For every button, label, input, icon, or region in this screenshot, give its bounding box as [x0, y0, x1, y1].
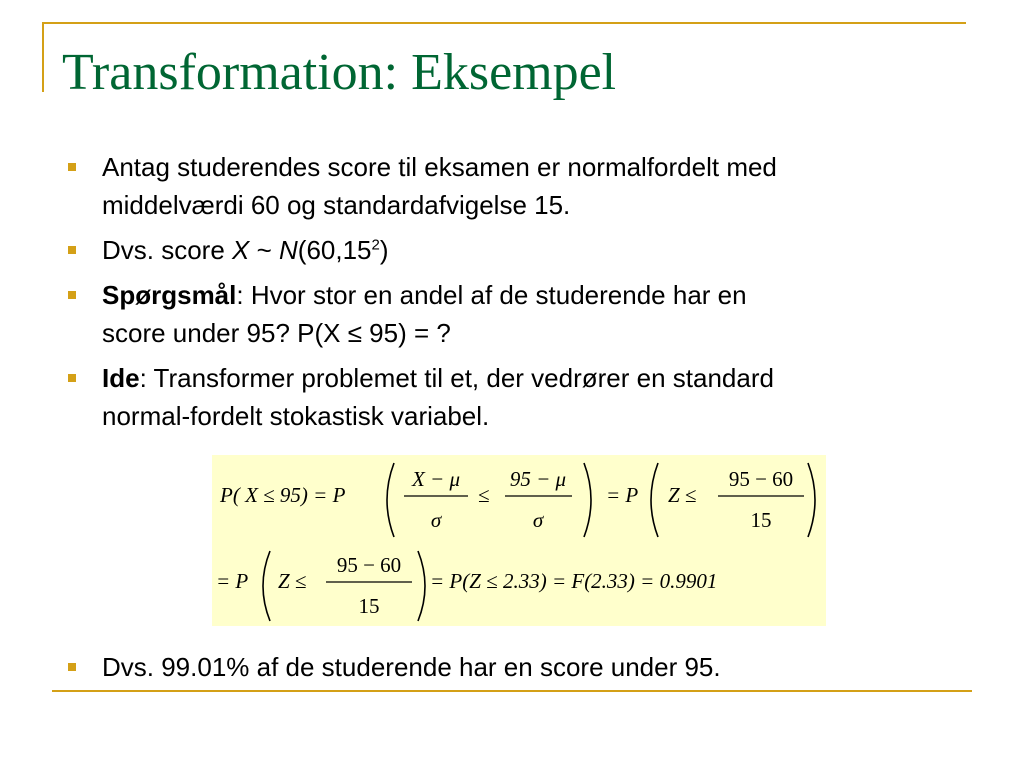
formula-z: Z ≤ — [668, 483, 697, 507]
bullet-item — [68, 231, 968, 269]
formula-equals-p: = P — [606, 483, 639, 507]
bullet-item — [68, 359, 968, 435]
close-paren: ) — [379, 235, 389, 265]
fraction-denominator: σ — [532, 508, 544, 532]
bullet-text: middelværdi 60 og standardafvigelse 15. — [102, 190, 571, 220]
bullet-text: Dvs. 99.01% af de studerende har en score under 95. — [102, 652, 721, 682]
exponent: 2 — [371, 236, 380, 254]
leq-symbol: ≤ — [478, 483, 490, 507]
formula-lead: = P — [216, 569, 249, 593]
fraction-numerator: 95 − 60 — [728, 467, 794, 491]
formula-graphic — [212, 455, 826, 626]
variable-n: N — [279, 235, 298, 265]
fraction-numerator: 95 − μ — [509, 467, 567, 491]
square-bullet-icon — [68, 163, 76, 171]
bullet-item — [68, 276, 968, 352]
fraction-numerator: 95 − 60 — [336, 553, 402, 577]
square-bullet-icon — [68, 374, 76, 382]
params: (60,15 — [297, 235, 372, 265]
left-accent-rule — [42, 22, 44, 92]
bullet-text: normal-fordelt stokastisk variabel. — [102, 401, 490, 431]
fraction-denominator: σ — [430, 508, 442, 532]
bullet-text: Dvs. score — [102, 235, 233, 265]
fraction-denominator: 15 — [750, 508, 772, 532]
square-bullet-icon — [68, 663, 76, 671]
bullet-label: Ide — [102, 363, 140, 393]
formula-lhs: P( X ≤ 95) = P — [220, 483, 346, 507]
square-bullet-icon — [68, 291, 76, 299]
top-accent-rule — [42, 22, 966, 24]
bullet-label: Spørgsmål — [102, 280, 237, 310]
bullet-text: : Hvor stor en andel af de studerende har en — [236, 280, 747, 310]
final-bullet-list — [68, 648, 968, 686]
formula-z: Z ≤ — [278, 569, 307, 593]
bullet-item — [68, 148, 968, 224]
tilde: ~ — [249, 235, 280, 265]
slide-title: Transformation: Eksempel — [62, 44, 617, 101]
bullet-text: Antag studerendes score til eksamen er normalfordelt med — [102, 152, 777, 182]
square-bullet-icon — [68, 246, 76, 254]
fraction-numerator: X − μ — [411, 467, 461, 491]
formula-result: = P(Z ≤ 2.33) = F(2.33) = 0.9901 — [430, 569, 718, 593]
formula-box — [212, 455, 826, 626]
bottom-accent-rule — [52, 690, 972, 692]
bullet-item — [68, 648, 968, 686]
variable-x: X — [232, 235, 250, 265]
fraction-denominator: 15 — [358, 594, 380, 618]
bullet-list — [68, 148, 968, 442]
bullet-text: : Transformer problemet til et, der vedrører en standard — [139, 363, 774, 393]
bullet-text: score under 95? P(X ≤ 95) = ? — [102, 318, 451, 348]
